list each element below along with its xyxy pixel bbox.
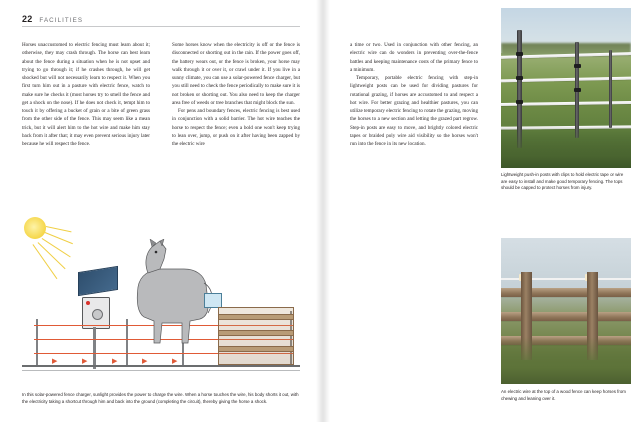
paragraph: Some horses know when the electricity is off or the fence is disconnected or shorting out in the rain. If the power goes off, the battery wears out, or the fence is broken, your horse may walk through it or over it, or crawl under it. If you live in a sunny climate, you can use a solar-powered fence charger, but you still need to check the fence periodically to make sure it is not broken or shorting out. You also need to keep the charger area free of weeds or tree branches that might block the sun. xyxy=(172,42,300,106)
charger-dial xyxy=(92,309,103,320)
paragraph: Horses unaccustomed to electric fencing must learn about it; otherwise, they may crash through. The horse can best learn about the fence during a situation when he is not upset and trying to go through it; if he crashes through, he will get shocked but will not necessarily learn to respect it. When you first turn him out in a pasture with electric fence, watch to make sure he checks it (most horses try to smell the fence and get a shock on the nose). If he does not check it, tempt him to touch it by offering a bucket of grain or a bite of green grass from the other side of the fence. This may seem like a mean trick, but it will alert him to the hot wire and make him stay back from it after that; it may even prevent serious injury later because he will respect the fence. xyxy=(22,42,150,147)
fence-charger-illustration xyxy=(22,215,300,383)
paragraph: a time or two. Used in conjunction with other fencing, an electric wire can do wonders in preventing over-the-fence battles and keeping maintenance costs of the primary fence to a minimum. xyxy=(350,42,478,73)
solar-panel xyxy=(78,266,118,296)
current-arrow: ▶ xyxy=(52,358,58,365)
photo-temporary-fence xyxy=(501,8,631,168)
body-column-2 xyxy=(172,41,300,148)
paragraph: Temporary, portable electric fencing with step-in lightweight posts can be used for dividing pastures for rotational grazing, if horses are accustomed to and respect a hot wire. For better grazing and healthier pastures, you can utilize temporary electric fencing to rotate the grazing, moving the horses to a new section and letting the grazed part regrow. Step-in posts are easy to move, and brightly colored electric tapes or braided poly wire aid visibility so the horses won't run into the fence in its new location. xyxy=(350,75,479,147)
fence-post xyxy=(36,319,38,367)
charger-indicator-light xyxy=(86,301,90,305)
current-arrow: ▶ xyxy=(112,358,118,365)
current-arrow: ▶ xyxy=(172,358,178,365)
illustration-caption: In this solar-powered fence charger, sunlight provides the power to charge the wire. When a horse touches the wire, his body shorts it out, with the electricity taking a shortcut through him and back into the ground (completing the circuit), thereby giving the horse a shock. xyxy=(22,392,299,404)
photo-caption-top: Lightweight push-in posts with clips to hold electric tape or wire are easy to install and make good temporary fencing. The tops should be capped to protect horses from injury. xyxy=(501,172,624,191)
current-arrow: ▶ xyxy=(82,358,88,365)
battery-box xyxy=(204,293,222,308)
tape-clip xyxy=(574,64,581,68)
tape-clip xyxy=(516,52,523,56)
tape-clip xyxy=(574,88,581,92)
body-column-1 xyxy=(22,41,150,148)
photo-foreground-grass xyxy=(501,337,631,384)
photo-foreground-grass xyxy=(501,126,631,168)
step-in-post xyxy=(609,50,612,128)
chapter-title: FACILITIES xyxy=(39,17,84,24)
running-head xyxy=(22,14,83,24)
right-page xyxy=(323,0,640,422)
tape-clip xyxy=(516,100,523,104)
ground-line xyxy=(22,365,300,367)
gate-rail xyxy=(219,314,293,320)
charger-post xyxy=(93,327,96,369)
current-arrow: ▶ xyxy=(142,358,148,365)
paragraph: For pens and boundary fences, electric fencing is best used in conjunction with a solid barrier. The hot wire teaches the horse to respect the fence; even a bold one won't keep trying to lean over, jump, or push on it after having been zapped by the electric wire xyxy=(172,108,300,147)
header-rule xyxy=(22,26,300,27)
body-column-3 xyxy=(350,41,478,148)
page-number: 22 xyxy=(22,14,33,24)
wood-gate xyxy=(218,307,294,365)
sun-ray xyxy=(46,226,72,232)
photo-wood-fence-with-wire xyxy=(501,238,631,384)
ground-line-secondary xyxy=(22,370,300,371)
sun-icon xyxy=(24,217,46,239)
tape-clip xyxy=(516,76,523,80)
photo-caption-bottom: An electric wire at the top of a wood fence can keep horses from chewing and leaning over it. xyxy=(501,389,626,401)
gate-rail xyxy=(219,346,293,352)
gate-rail xyxy=(219,330,293,336)
